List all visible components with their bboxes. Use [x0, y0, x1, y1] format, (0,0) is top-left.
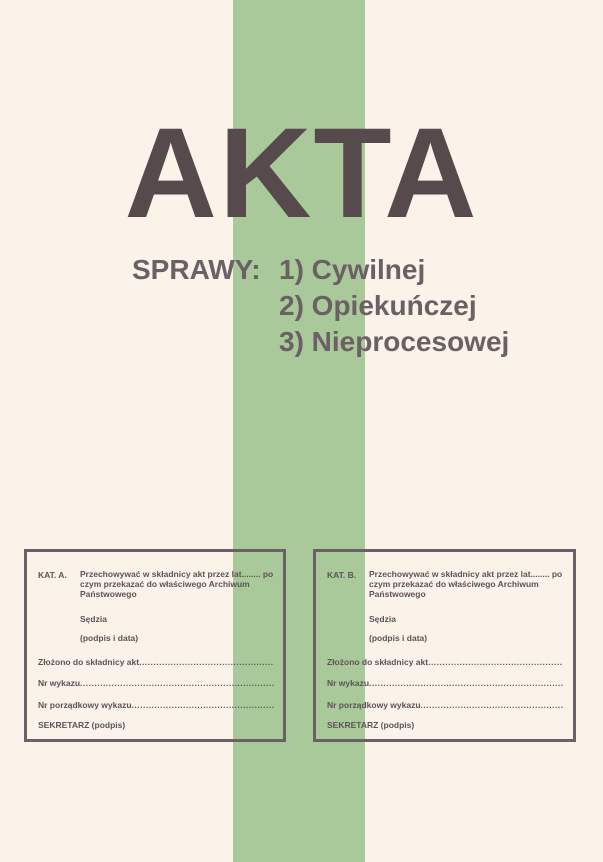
judge-label: Sędzia: [80, 614, 107, 624]
deposited-line: Złożono do składnicy akt .....: [327, 657, 563, 667]
signature-date-label: (podpis i data): [80, 633, 139, 643]
archive-box-category-a: [24, 549, 286, 742]
judge-label: Sędzia: [369, 614, 396, 624]
list-number-line: Nr wykazu .....: [327, 678, 563, 688]
case-type-civil: 1) Cywilnej: [279, 254, 426, 285]
list-number-line: Nr wykazu .....: [38, 678, 274, 688]
order-number-line: Nr porządkowy wykazu .....: [38, 700, 274, 710]
signature-date-label: (podpis i data): [369, 633, 428, 643]
cover-title: AKTA: [124, 102, 479, 245]
archive-box-category-b: [313, 549, 576, 742]
category-label: KAT. B.: [327, 570, 357, 580]
case-type-non-litigious: 3) Nieprocesowej: [279, 326, 510, 357]
case-type-guardianship: 2) Opiekuńczej: [279, 290, 477, 321]
deposited-line: Złożono do składnicy akt .....: [38, 657, 274, 667]
secretary-label: SEKRETARZ (podpis): [38, 720, 126, 730]
secretary-label: SEKRETARZ (podpis): [327, 720, 415, 730]
cases-label: SPRAWY:: [132, 254, 261, 285]
order-number-line: Nr porządkowy wykazu .....: [327, 700, 563, 710]
storage-instruction: Przechowywać w składnicy akt przez lat........ po czym przekazać do właściwego Archiwum Państwowego: [80, 569, 274, 600]
storage-instruction: Przechowywać w składnicy akt przez lat........ po czym przekazać do właściwego Archiwum Państwowego: [369, 569, 563, 600]
category-label: KAT. A.: [38, 570, 67, 580]
